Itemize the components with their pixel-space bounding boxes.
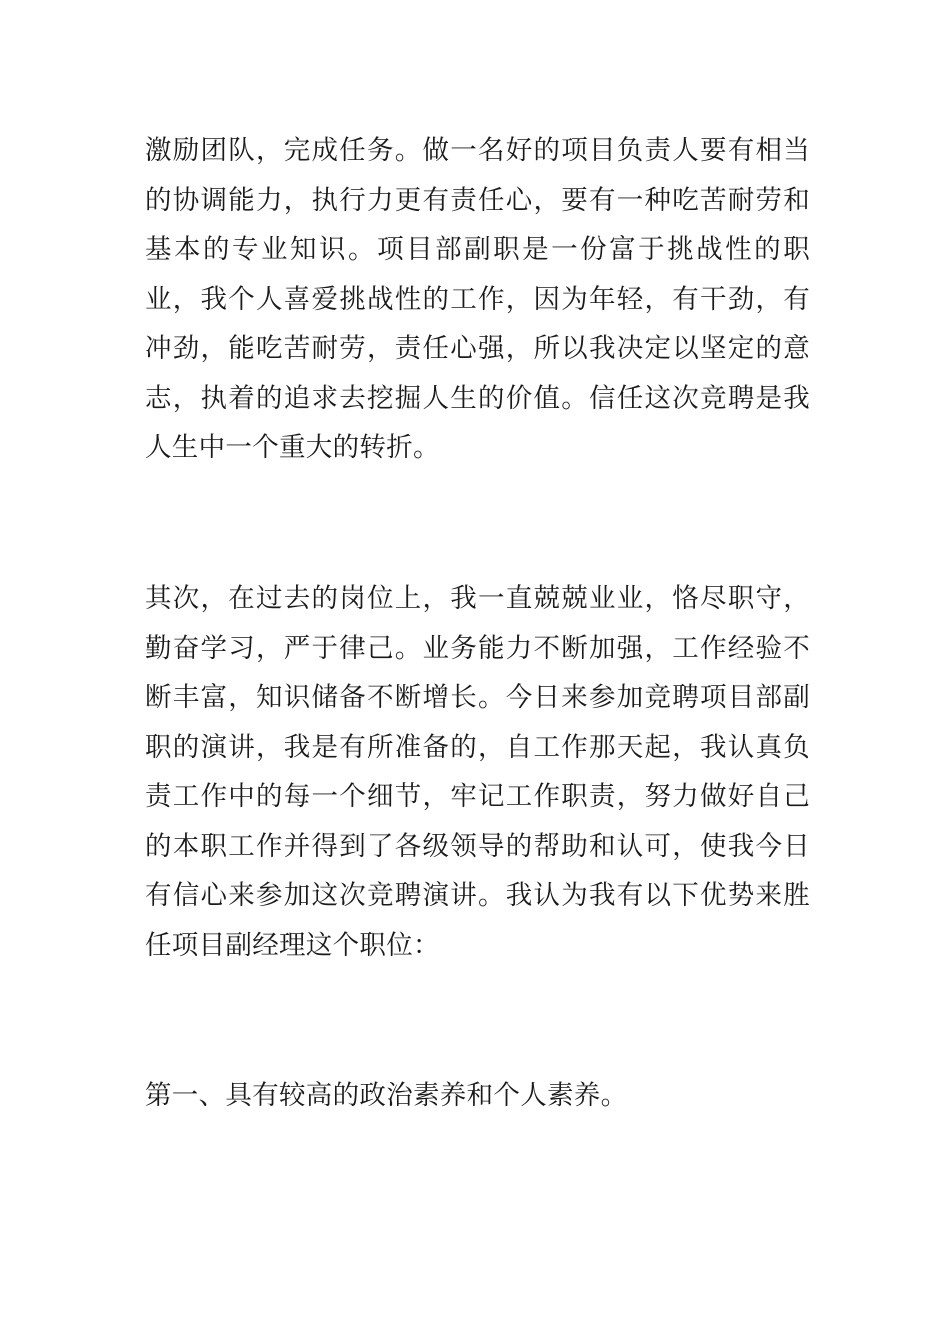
body-paragraph-3: 第一、具有较高的政治素养和个人素养。 <box>145 1080 628 1111</box>
body-paragraph-1: 激励团队，完成任务。做一名好的项目负责人要有相当的协调能力，执行力更有责任心，要有一种吃苦耐劳和基本的专业知识。项目部副职是一份富于挑战性的职业，我个人喜爱挑战性的工作，因为年轻，有干劲，有冲劲，能吃苦耐劳，责任心强，所以我决定以坚定的意志，执着的追求去挖掘人生的价值。信任这次竞聘是我人生中一个重大的转折。 <box>145 135 810 463</box>
body-paragraph-2: 其次，在过去的岗位上，我一直兢兢业业，恪尽职守，勤奋学习，严于律己。业务能力不断加强，工作经验不断丰富，知识储备不断增长。今日来参加竞聘项目部副职的演讲，我是有所准备的，自工作那天起，我认真负责工作中的每一个细节，牢记工作职责，努力做好自己的本职工作并得到了各级领导的帮助和认可，使我今日有信心来参加这次竞聘演讲。我认为我有以下优势来胜任项目副经理这个职位： <box>145 583 810 961</box>
